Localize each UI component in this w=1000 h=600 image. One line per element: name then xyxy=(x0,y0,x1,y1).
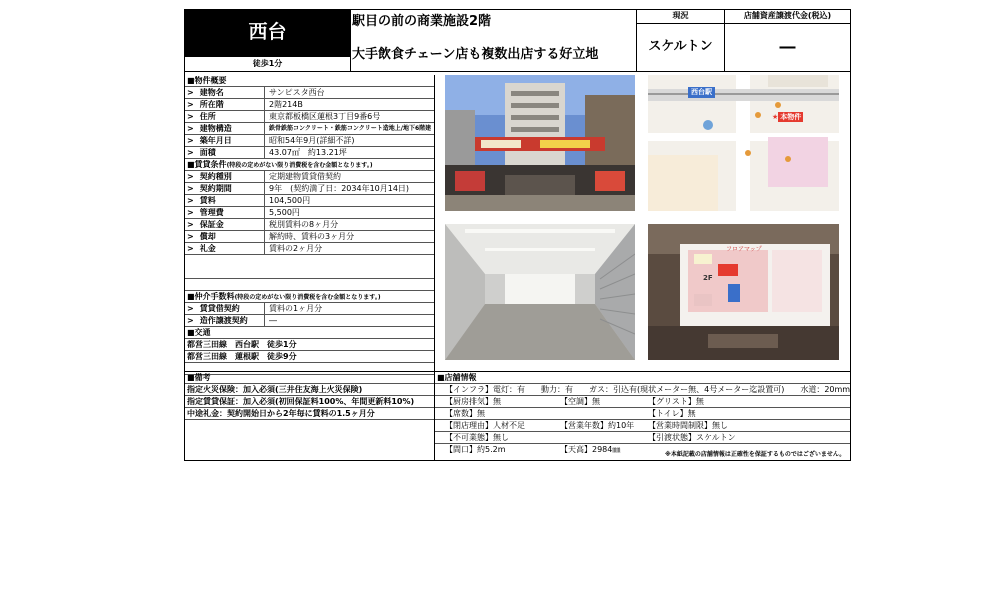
commission-label-text: 造作譲渡契約 xyxy=(199,316,248,325)
map-station-label: 西台駅 xyxy=(688,87,715,98)
overview-row-value: 昭和54年9月(詳細不詳) xyxy=(269,136,355,145)
column-divider xyxy=(264,99,265,111)
lease-label-text: 償却 xyxy=(199,232,216,241)
lease-row-value: 定期建物賃貸借契約 xyxy=(269,172,341,181)
overview-row-label xyxy=(187,135,232,147)
transfer-box xyxy=(724,10,850,71)
lease-row-label xyxy=(187,243,216,255)
column-divider xyxy=(264,195,265,207)
lease-row xyxy=(185,195,434,207)
overview-row-value: サンピスタ西台 xyxy=(269,88,325,97)
overview-row xyxy=(185,147,434,159)
store-info-cell: 【空調】無 xyxy=(560,397,600,406)
left-column xyxy=(185,75,435,375)
lease-row xyxy=(185,219,434,231)
lease-row-value: 賃料の2ヶ月分 xyxy=(269,244,323,253)
store-info-cell: 【間口】約5.2m xyxy=(445,445,506,454)
overview-label-text: 築年月日 xyxy=(199,136,232,145)
chevron-right-icon: > xyxy=(187,124,194,133)
remark-line-1: 指定火災保険：加入必須(三井住友海上火災保険) xyxy=(185,384,434,396)
property-sheet xyxy=(184,9,851,461)
commission-row-label xyxy=(187,315,248,327)
walk-time-text: 徒歩1分 xyxy=(252,59,283,68)
column-divider xyxy=(264,135,265,147)
store-info-block xyxy=(185,372,850,461)
column-divider xyxy=(264,231,265,243)
lease-row xyxy=(185,171,434,183)
floor-sign-label: 2F xyxy=(703,274,713,282)
commission-row xyxy=(185,303,434,315)
store-info-title: ■店舗情報 xyxy=(435,372,850,384)
lease-title xyxy=(185,159,434,171)
column-divider xyxy=(264,123,265,135)
overview-row-value: 鉄骨鉄筋コンクリート・鉄筋コンクリート造地上/地下6階建 xyxy=(269,125,432,132)
lease-row-value: 104,500円 xyxy=(269,196,311,205)
floor-map-photo xyxy=(648,224,839,360)
store-info-row xyxy=(435,396,850,408)
store-info-cell: 【閉店理由】人材不足 xyxy=(445,421,525,430)
lease-label-text: 保証金 xyxy=(199,220,224,229)
lease-row-value: 解約時、賃料の3ヶ月分 xyxy=(269,232,355,241)
commission-label-text: 賃貸借契約 xyxy=(199,304,240,313)
lease-title-text: ■賃貸条件 xyxy=(187,160,227,169)
overview-label-text: 住所 xyxy=(199,112,216,121)
chevron-right-icon: > xyxy=(187,316,194,325)
chevron-right-icon: > xyxy=(187,304,194,313)
chevron-right-icon: > xyxy=(187,172,194,181)
store-info-row xyxy=(435,384,850,396)
remark-line-3: 中途礼金：契約開始日から2年毎に賃料の1.5ヶ月分 xyxy=(185,408,434,420)
commission-row xyxy=(185,315,434,327)
lease-label-text: 管理費 xyxy=(199,208,224,217)
column-divider xyxy=(264,147,265,159)
chevron-right-icon: > xyxy=(187,100,194,109)
lease-row-label xyxy=(187,219,224,231)
overview-label-text: 建物構造 xyxy=(199,124,232,133)
commission-row-value: 賃料の1ヶ月分 xyxy=(269,304,323,313)
map-property-label xyxy=(772,113,803,122)
overview-row-label xyxy=(187,147,216,159)
column-divider xyxy=(264,111,265,123)
overview-row xyxy=(185,123,434,135)
overview-row-value: 43.07㎡ 約13.21坪 xyxy=(269,148,347,157)
interior-photo xyxy=(445,224,635,360)
store-info-cell: 【営業年数】約10年 xyxy=(560,421,635,430)
lease-row-value: 9年 (契約満了日：2034年10月14日) xyxy=(269,184,410,193)
walk-time xyxy=(185,56,350,71)
column-divider xyxy=(264,303,265,315)
overview-row-label xyxy=(187,87,224,99)
building-photo-image xyxy=(445,75,635,211)
status-label: 現況 xyxy=(637,10,724,24)
station-name: 西台 xyxy=(248,21,287,43)
map-property-text: 本物件 xyxy=(780,113,802,121)
overview-row-label xyxy=(187,123,232,135)
chevron-right-icon: > xyxy=(187,244,194,253)
chevron-right-icon: > xyxy=(187,196,194,205)
interior-photo-image xyxy=(445,224,635,360)
lease-row-value: 税別賃料の8ヶ月分 xyxy=(269,220,339,229)
catch-copy-1: 駅目の前の商業施設2階 xyxy=(352,14,492,29)
overview-row xyxy=(185,87,434,99)
store-info-cell: 【不可業態】無し xyxy=(445,433,509,442)
store-info-cell: 【席数】無 xyxy=(445,409,485,418)
chevron-right-icon: > xyxy=(187,220,194,229)
chevron-right-icon: > xyxy=(187,136,194,145)
store-disclaimer: ※本紙記載の店舗情報は正確性を保証するものではございません。 xyxy=(665,451,846,458)
building-photo xyxy=(445,75,635,211)
column-divider xyxy=(264,219,265,231)
chevron-right-icon: > xyxy=(187,184,194,193)
overview-label-text: 所在階 xyxy=(199,100,224,109)
overview-row xyxy=(185,111,434,123)
commission-title-note: (特段の定めがない限り消費税を含む金額となります。) xyxy=(234,294,381,301)
lease-row-value: 5,500円 xyxy=(269,208,300,217)
overview-label-text: 建物名 xyxy=(199,88,224,97)
station-box xyxy=(185,10,350,56)
column-divider xyxy=(264,207,265,219)
column-divider xyxy=(264,87,265,99)
overview-row-label xyxy=(187,111,216,123)
commission-row-value: ― xyxy=(269,316,277,325)
map-pin-icon: ★ xyxy=(772,113,779,121)
transport-line-2: 都営三田線 蓮根駅 徒歩9分 xyxy=(185,351,434,363)
store-info-row xyxy=(435,420,850,432)
store-info-cell: 【トイレ】無 xyxy=(648,409,696,418)
store-info-row xyxy=(435,408,850,420)
store-info-cell: 【引渡状態】スケルトン xyxy=(648,433,736,442)
lease-row xyxy=(185,207,434,219)
catch-copy-2: 大手飲食チェーン店も複数出店する好立地 xyxy=(352,47,599,62)
lease-row-label xyxy=(187,231,216,243)
chevron-right-icon: > xyxy=(187,88,194,97)
header-divider xyxy=(185,71,850,72)
commission-title-text: ■仲介手数料 xyxy=(187,292,235,301)
lease-row-label xyxy=(187,183,232,195)
overview-row-label xyxy=(187,99,224,111)
floor-sign-kana: フロアマップ xyxy=(726,246,762,253)
store-info-row xyxy=(435,432,850,444)
overview-title: ■物件概要 xyxy=(185,75,434,87)
lease-row xyxy=(185,183,434,195)
store-info-cell: 【グリスト】無 xyxy=(648,397,704,406)
location-map xyxy=(648,75,839,211)
remark-line-2: 指定賃貸保証：加入必須(初回保証料100%、年間更新料10%) xyxy=(185,396,434,408)
lease-row-label xyxy=(187,195,216,207)
column-divider xyxy=(264,171,265,183)
overview-row xyxy=(185,135,434,147)
transfer-value: ― xyxy=(779,37,796,56)
map-image xyxy=(648,75,839,211)
lease-label-text: 契約種別 xyxy=(199,172,232,181)
catch-copy-box xyxy=(350,10,636,71)
store-info-cell: 【天高】2984㎜ xyxy=(560,445,621,454)
chevron-right-icon: > xyxy=(187,112,194,121)
store-info-cell: 【インフラ】電灯：有 動力：有 ガス：引込有(現状メーター無、4号メーター迄設置可) 水道：20mm xyxy=(445,385,851,394)
commission-title xyxy=(185,291,434,303)
status-value: スケルトン xyxy=(648,39,713,54)
chevron-right-icon: > xyxy=(187,232,194,241)
status-box xyxy=(636,10,724,71)
lease-row xyxy=(185,231,434,243)
lease-row-label xyxy=(187,171,232,183)
remarks-title: ■備考 xyxy=(185,372,434,384)
floor-map-image xyxy=(648,224,839,360)
lease-row xyxy=(185,243,434,255)
commission-row-label xyxy=(187,303,240,315)
column-divider xyxy=(264,243,265,255)
lease-row-label xyxy=(187,207,224,219)
lease-label-text: 礼金 xyxy=(199,244,216,253)
blank-row xyxy=(185,267,434,279)
store-info-cell: 【営業時間制限】無し xyxy=(648,421,728,430)
lease-label-text: 賃料 xyxy=(199,196,216,205)
lease-title-note: (特段の定めがない限り消費税を含む金額となります。) xyxy=(226,162,373,169)
overview-row xyxy=(185,99,434,111)
transport-title: ■交通 xyxy=(185,327,434,339)
overview-row-value: 東京都板橋区蓮根3丁目9番6号 xyxy=(269,112,381,121)
overview-label-text: 面積 xyxy=(199,148,216,157)
column-divider xyxy=(264,315,265,327)
transfer-label: 店舗資産譲渡代金(税込) xyxy=(725,10,850,24)
overview-row-value: 2階214B xyxy=(269,100,303,109)
lease-label-text: 契約期間 xyxy=(199,184,232,193)
chevron-right-icon: > xyxy=(187,148,194,157)
blank-row xyxy=(185,279,434,291)
chevron-right-icon: > xyxy=(187,208,194,217)
column-divider xyxy=(264,183,265,195)
transport-line-1: 都営三田線 西台駅 徒歩1分 xyxy=(185,339,434,351)
store-info-cell: 【厨房排気】無 xyxy=(445,397,501,406)
